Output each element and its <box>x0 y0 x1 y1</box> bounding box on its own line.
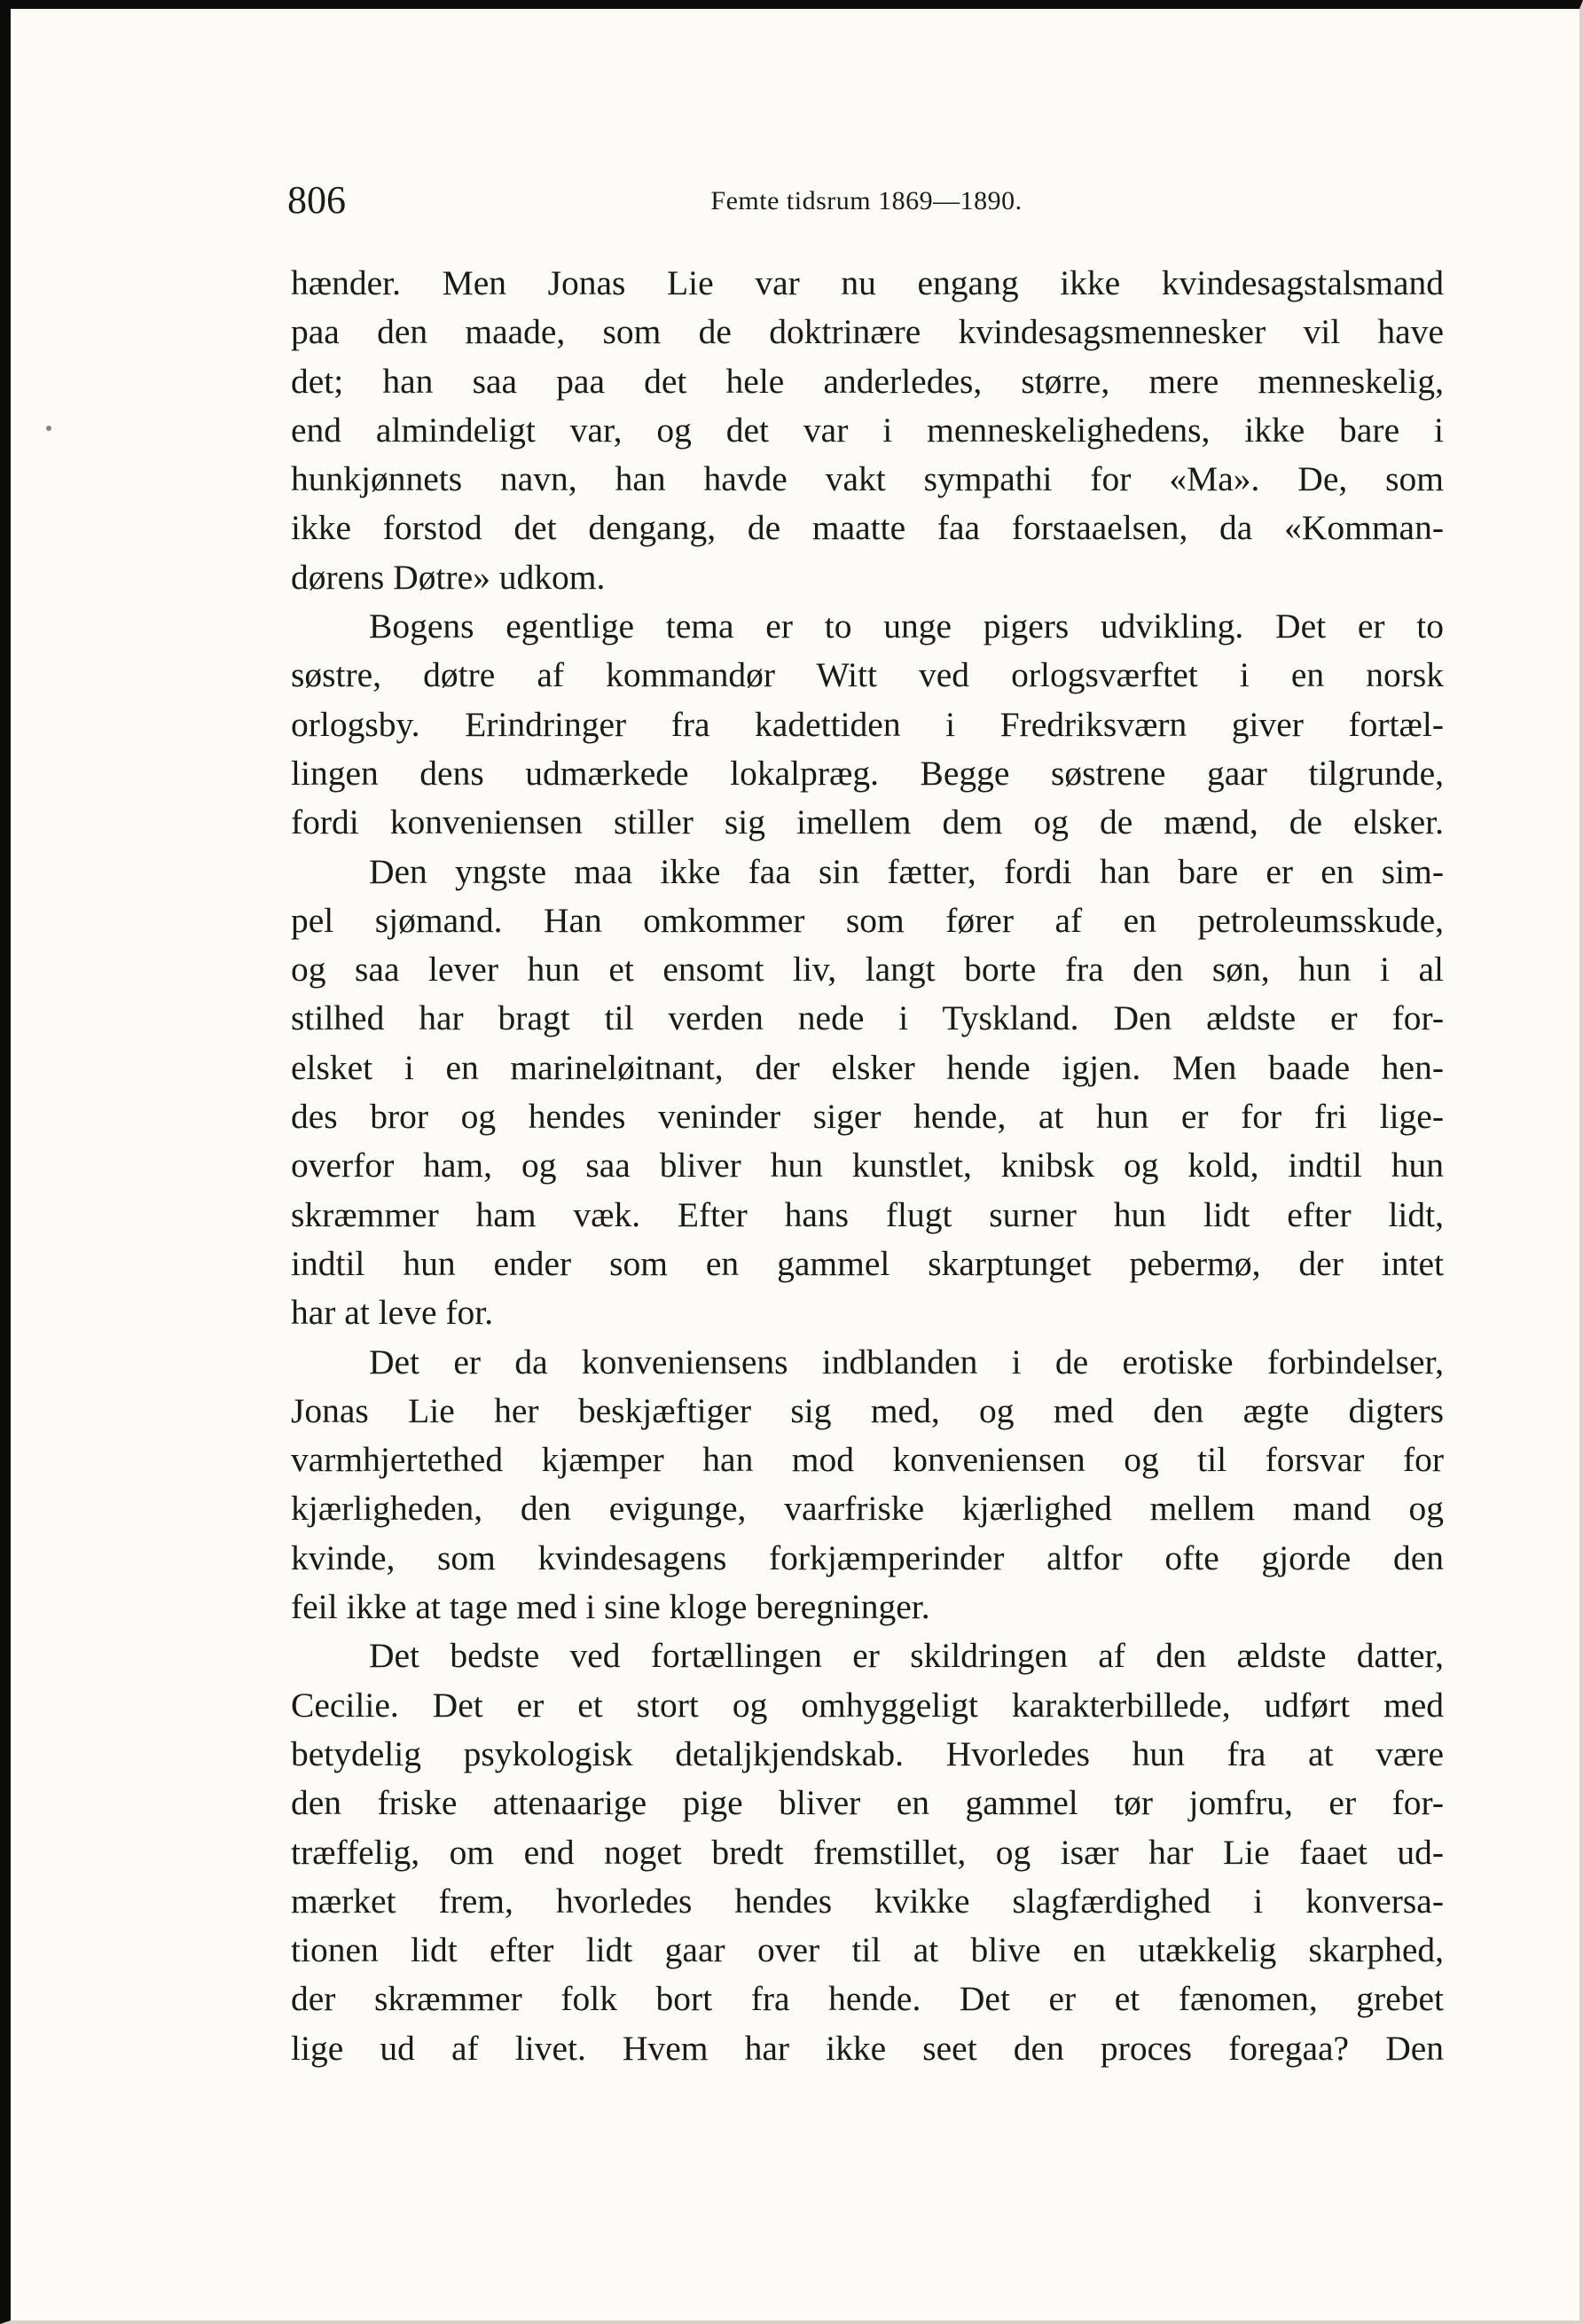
text-line: mærket frem, hvorledes hendes kvikke slagfærdighed i konversa- <box>291 1881 1444 1921</box>
text-line: lige ud af livet. Hvem har ikke seet den proces foregaa? Den <box>291 2028 1444 2068</box>
text-line: det; han saa paa det hele anderledes, større, mere menneskelig, <box>291 361 1444 401</box>
body-text <box>291 259 1444 2073</box>
text-line: feil ikke at tage med i sine kloge beregninger. <box>291 1587 930 1627</box>
text-line: indtil hun ender som en gammel skarptunget pebermø, der intet <box>291 1243 1444 1283</box>
text-line: hænder. Men Jonas Lie var nu engang ikke kvindesagstalsmand <box>291 263 1444 302</box>
text-line: træffelig, om end noget bredt fremstillet, og især har Lie faaet ud- <box>291 1832 1444 1872</box>
text-line: des bror og hendes veninder siger hende, at hun er for fri lige- <box>291 1097 1444 1137</box>
page-header <box>287 177 1446 222</box>
paper-speck <box>46 426 51 431</box>
text-line: har at leve for. <box>291 1293 494 1333</box>
text-line: dørens Døtre» udkom. <box>291 557 606 597</box>
text-line: varmhjertethed kjæmper han mod konveniensen og til forsvar for <box>291 1440 1444 1480</box>
text-line: ikke forstod det dengang, de maatte faa forstaaelsen, da «Komman- <box>291 508 1444 548</box>
text-line: der skræmmer folk bort fra hende. Det er et fænomen, grebet <box>291 1979 1444 2019</box>
text-line: Cecilie. Det er et stort og omhyggeligt karakterbillede, udført med <box>291 1685 1444 1725</box>
text-line: tionen lidt efter lidt gaar over til at blive en utækkelig skarphed, <box>291 1930 1444 1970</box>
text-line: betydelig psykologisk detaljkjendskab. Hvorledes hun fra at være <box>291 1733 1444 1773</box>
text-line: søstre, døtre af kommandør Witt ved orlogsværftet i en norsk <box>291 655 1444 695</box>
text-line: fordi konveniensen stiller sig imellem dem og de mænd, de elsker. <box>291 802 1444 842</box>
text-line: stilhed har bragt til verden nede i Tyskland. Den ældste er for- <box>291 998 1444 1038</box>
paragraph-start-line: Det er da konveniensens indblanden i de erotiske forbindelser, <box>369 1342 1444 1381</box>
paragraph-start-line: Bogens egentlige tema er to unge pigers udvikling. Det er to <box>369 606 1444 646</box>
text-line: orlogsby. Erindringer fra kadettiden i Fredriksværn giver fortæl- <box>291 704 1444 744</box>
paragraph-start-line: Den yngste maa ikke faa sin fætter, fordi han bare er en sim- <box>369 851 1444 891</box>
text-line: end almindeligt var, og det var i menneskelighedens, ikke bare i <box>291 410 1444 450</box>
text-line: hunkjønnets navn, han havde vakt sympathi for «Ma». De, som <box>291 459 1444 499</box>
page-number: 806 <box>287 178 346 222</box>
text-line: overfor ham, og saa bliver hun kunstlet, knibsk og kold, indtil hun <box>291 1146 1444 1185</box>
text-line: pel sjømand. Han omkommer som fører af en petroleumsskude, <box>291 900 1444 940</box>
text-line: paa den maade, som de doktrinære kvindesagsmennesker vil have <box>291 312 1444 352</box>
text-line: og saa lever hun et ensomt liv, langt borte fra den søn, hun i al <box>291 950 1444 990</box>
text-line: kvinde, som kvindesagens forkjæmperinder altfor ofte gjorde den <box>291 1538 1444 1577</box>
text-line: den friske attenaarige pige bliver en gammel tør jomfru, er for- <box>291 1783 1444 1823</box>
text-line: lingen dens udmærkede lokalpræg. Begge søstrene gaar tilgrunde, <box>291 753 1444 793</box>
running-title: Femte tidsrum 1869—1890. <box>710 186 1023 215</box>
text-line: elsket i en marineløitnant, der elsker hende igjen. Men baade hen- <box>291 1047 1444 1087</box>
text-line: kjærligheden, den evigunge, vaarfriske kjærlighed mellem mand og <box>291 1489 1444 1529</box>
text-line: Jonas Lie her beskjæftiger sig med, og med den ægte digters <box>291 1390 1444 1430</box>
paragraph-start-line: Det bedste ved fortællingen er skildringen af den ældste datter, <box>369 1636 1444 1676</box>
text-line: skræmmer ham væk. Efter hans flugt surner hun lidt efter lidt, <box>291 1194 1444 1234</box>
